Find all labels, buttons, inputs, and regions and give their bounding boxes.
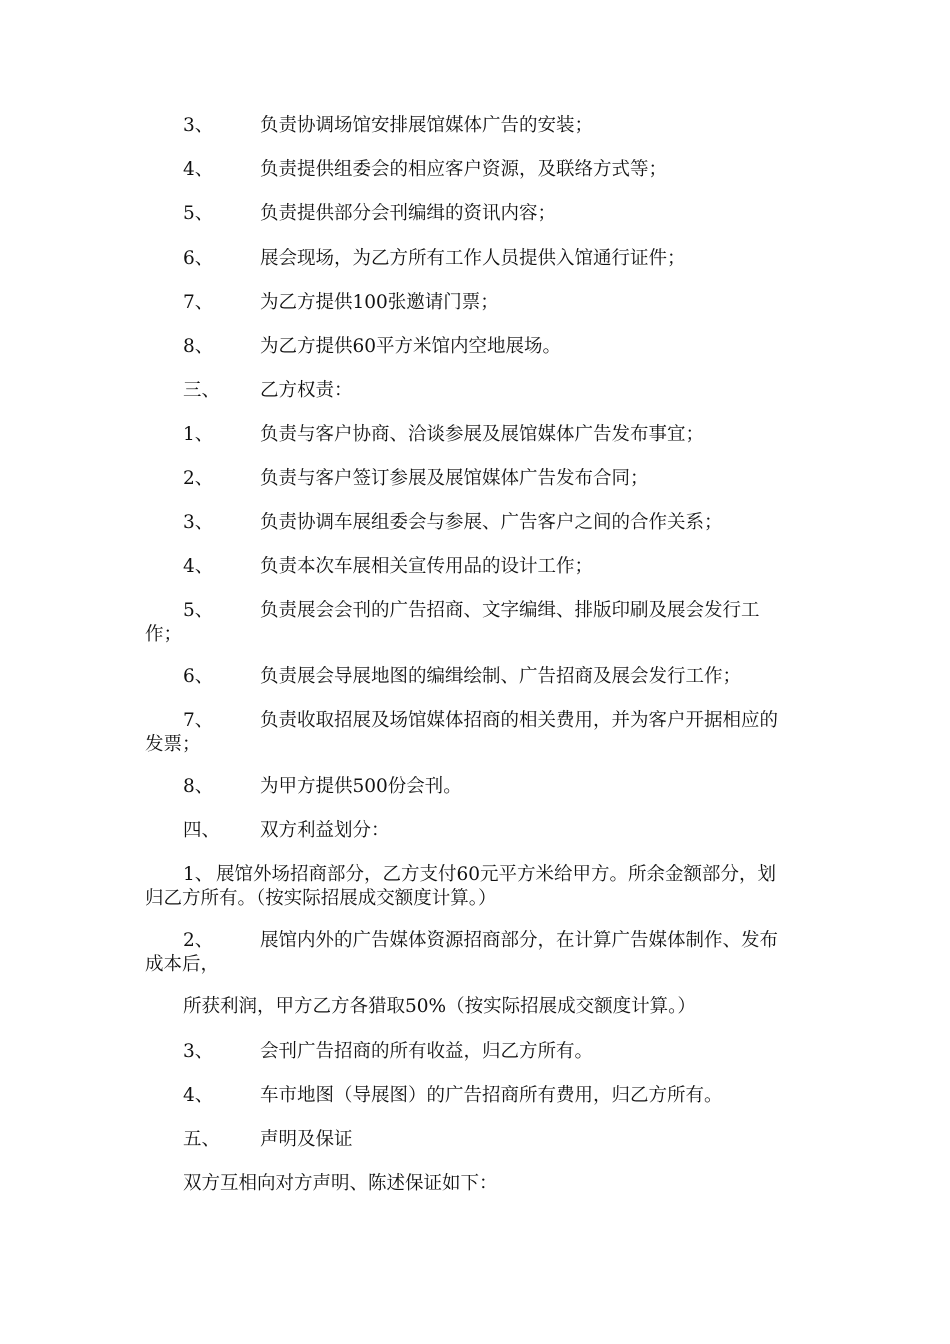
item-text: 负责协调车展组委会与参展、广告客户之间的合作关系；: [260, 512, 723, 533]
item-number: 1、: [183, 424, 214, 445]
paragraph-wrapped: [145, 863, 810, 911]
item-number: 3、: [183, 1041, 214, 1062]
item-number: 7、: [183, 710, 214, 731]
item-text: 双方互相向对方声明、陈述保证如下：: [183, 1173, 498, 1194]
item-number: 8、: [183, 336, 214, 357]
item-number: 4、: [183, 159, 214, 180]
item-text: 会刊广告招商的所有收益，归乙方所有。: [260, 1041, 594, 1062]
item-text: 为乙方提供100张邀请门票；: [260, 292, 499, 313]
item-number: 6、: [183, 248, 214, 269]
item-number: 4、: [183, 556, 214, 577]
item-number: 2、: [183, 930, 214, 951]
item-number: 5、: [183, 203, 214, 224]
item-text-line-1: 展馆内外的广告媒体资源招商部分，在计算广告媒体制作、发布: [260, 930, 779, 951]
item-text-line-1: 展馆外场招商部分，乙方支付60元平方米给甲方。所余金额部分，划: [216, 864, 777, 885]
paragraph-wrapped: [145, 599, 810, 647]
item-text: 所获利润，甲方乙方各猎取50%（按实际招展成交额度计算。）: [183, 996, 696, 1017]
item-text: 负责与客户签订参展及展馆媒体广告发布合同；: [260, 468, 649, 489]
item-text: 展会现场，为乙方所有工作人员提供入馆通行证件；: [260, 248, 686, 269]
item-text: 为甲方提供500份会刊。: [260, 776, 462, 797]
item-text: 为乙方提供60平方米馆内空地展场。: [260, 336, 562, 357]
paragraph-wrapped: [145, 929, 810, 977]
item-text-line-2: 成本后，: [145, 954, 220, 975]
section-number: 四、: [183, 820, 221, 841]
section-number: 三、: [183, 380, 221, 401]
item-text-line-2: 作；: [145, 624, 183, 645]
section-title: 双方利益划分：: [260, 820, 390, 841]
paragraph-wrapped: [145, 709, 810, 757]
item-number: 8、: [183, 776, 214, 797]
item-text-line-2: 归乙方所有。（按实际招展成交额度计算。）: [145, 888, 497, 909]
item-text: 负责协调场馆安排展馆媒体广告的安装；: [260, 115, 594, 136]
item-number: 3、: [183, 115, 214, 136]
item-number: 5、: [183, 600, 214, 621]
item-text-line-2: 发票；: [145, 734, 201, 755]
item-text: 负责本次车展相关宣传用品的设计工作；: [260, 556, 594, 577]
item-number: 1、: [183, 864, 214, 885]
section-number: 五、: [183, 1129, 221, 1150]
item-number: 3、: [183, 512, 214, 533]
item-number: 6、: [183, 666, 214, 687]
item-text: 负责提供部分会刊编缉的资讯内容；: [260, 203, 557, 224]
item-text: 负责与客户协商、洽谈参展及展馆媒体广告发布事宜；: [260, 424, 705, 445]
item-number: 4、: [183, 1085, 214, 1106]
section-title: 声明及保证: [260, 1129, 353, 1150]
section-title: 乙方权责：: [260, 380, 353, 401]
item-text: 负责提供组委会的相应客户资源，及联络方式等；: [260, 159, 668, 180]
item-number: 2、: [183, 468, 214, 489]
item-number: 7、: [183, 292, 214, 313]
item-text-line-1: 负责展会会刊的广告招商、文字编缉、排版印刷及展会发行工: [260, 600, 760, 621]
item-text: 负责展会导展地图的编缉绘制、广告招商及展会发行工作；: [260, 666, 742, 687]
item-text: 车市地图（导展图）的广告招商所有费用，归乙方所有。: [260, 1085, 723, 1106]
item-text-line-1: 负责收取招展及场馆媒体招商的相关费用，并为客户开据相应的: [260, 710, 779, 731]
